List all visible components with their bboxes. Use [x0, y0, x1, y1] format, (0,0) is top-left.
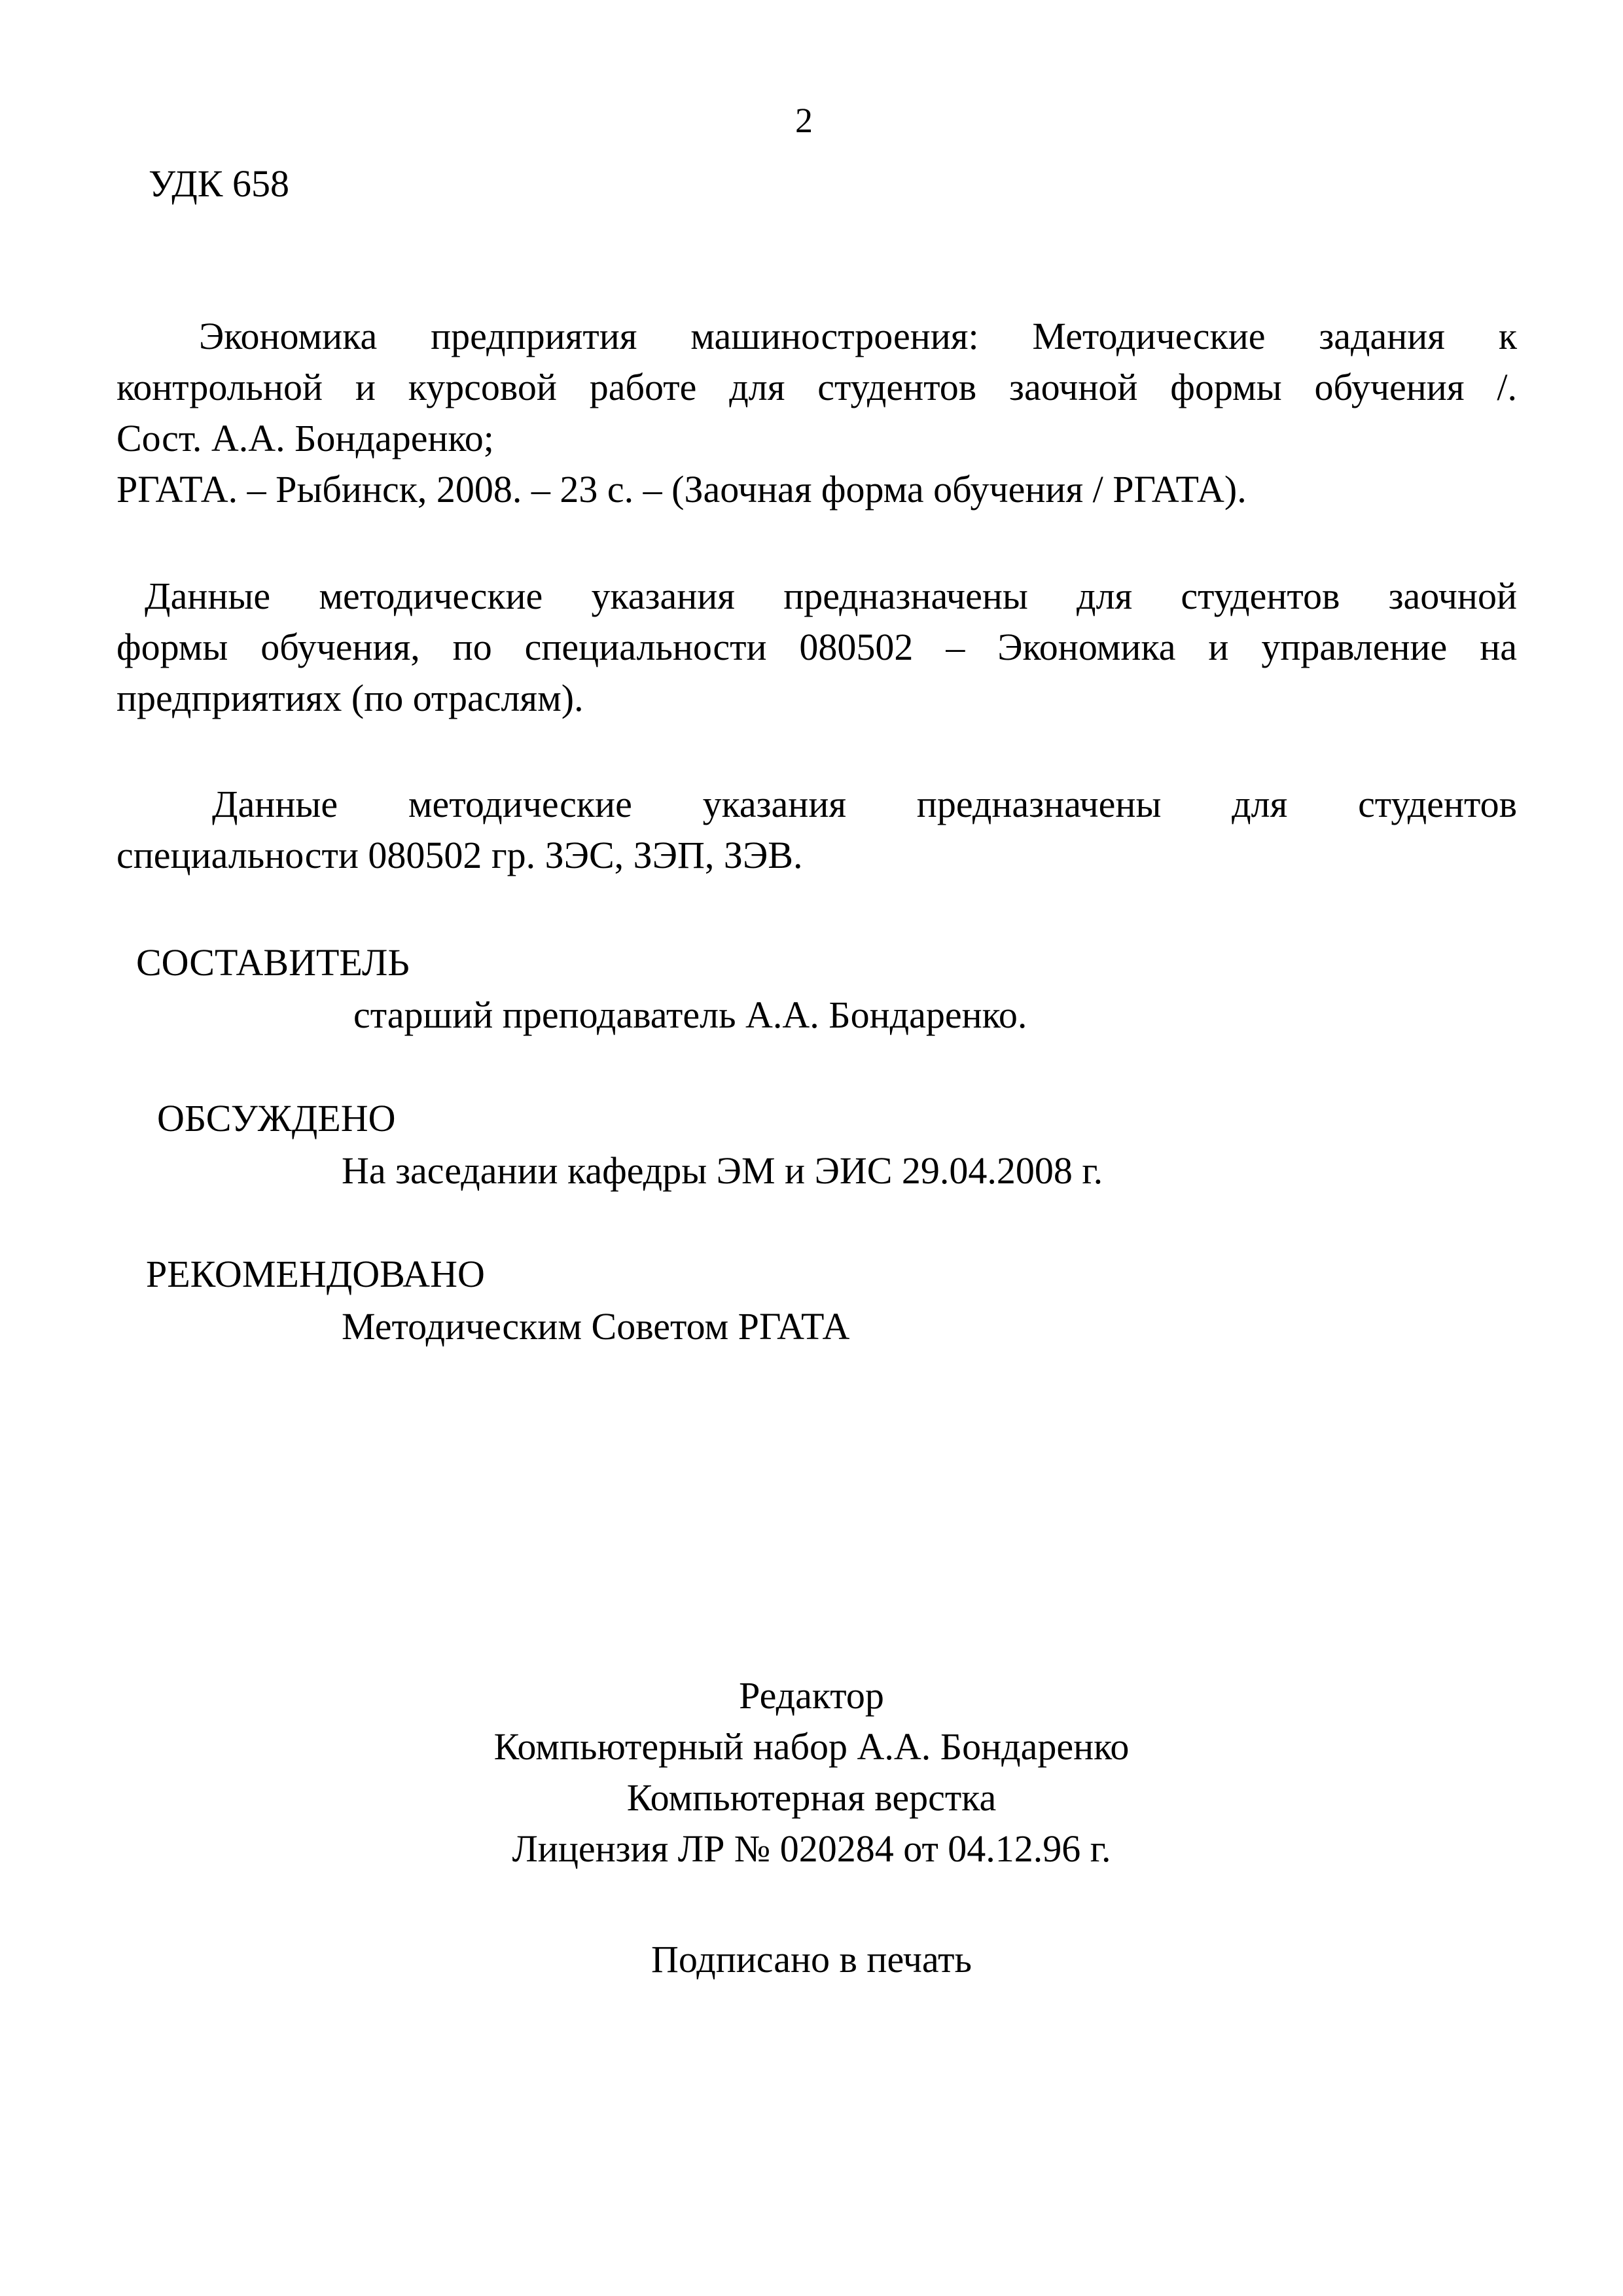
- purpose-line: предприятиях (по отраслям).: [116, 677, 584, 719]
- annotation-line: контрольной и курсовой работе для студентов заочной формы обучения /.: [116, 366, 1517, 408]
- compiler-heading: СОСТАВИТЕЛЬ: [136, 941, 410, 984]
- annotation-line: Экономика предприятия машиностроения: Методические задания к: [199, 315, 1517, 357]
- imprint-block: [380, 1670, 1243, 1874]
- recommended-value: Методическим Советом РГАТА: [342, 1305, 850, 1348]
- groups-line: Данные методические указания предназначены для студентов: [212, 783, 1517, 825]
- annotation-line: Сост. А.А. Бондаренко;: [116, 417, 494, 459]
- annotation-line: РГАТА. – Рыбинск, 2008. – 23 с. – (Заочная форма обучения / РГАТА).: [116, 468, 1247, 511]
- imprint-line: Компьютерная верстка: [626, 1776, 997, 1819]
- bibliographic-annotation: [116, 311, 1517, 515]
- compiler-value: старший преподаватель А.А. Бондаренко.: [353, 994, 1027, 1036]
- udk-code: УДК 658: [149, 162, 289, 205]
- discussed-heading: ОБСУЖДЕНО: [157, 1097, 396, 1139]
- page-number: 2: [795, 101, 813, 140]
- discussed-value: На заседании кафедры ЭМ и ЭИС 29.04.2008 г.: [342, 1149, 1103, 1192]
- imprint-line: Компьютерный набор А.А. Бондаренко: [493, 1725, 1130, 1768]
- imprint-line: Лицензия ЛР № 020284 от 04.12.96 г.: [512, 1827, 1111, 1870]
- imprint-line: Редактор: [739, 1674, 884, 1717]
- purpose-line: формы обучения, по специальности 080502 – Экономика и управление на: [116, 626, 1517, 668]
- groups-line: специальности 080502 гр. ЗЭС, ЗЭП, ЗЭВ.: [116, 834, 803, 876]
- purpose-paragraph: [116, 571, 1517, 724]
- groups-paragraph: [116, 779, 1517, 881]
- recommended-heading: РЕКОМЕНДОВАНО: [146, 1253, 485, 1295]
- purpose-line: Данные методические указания предназначены для студентов заочной: [145, 575, 1517, 617]
- signed-for-print: Подписано в печать: [651, 1938, 972, 1981]
